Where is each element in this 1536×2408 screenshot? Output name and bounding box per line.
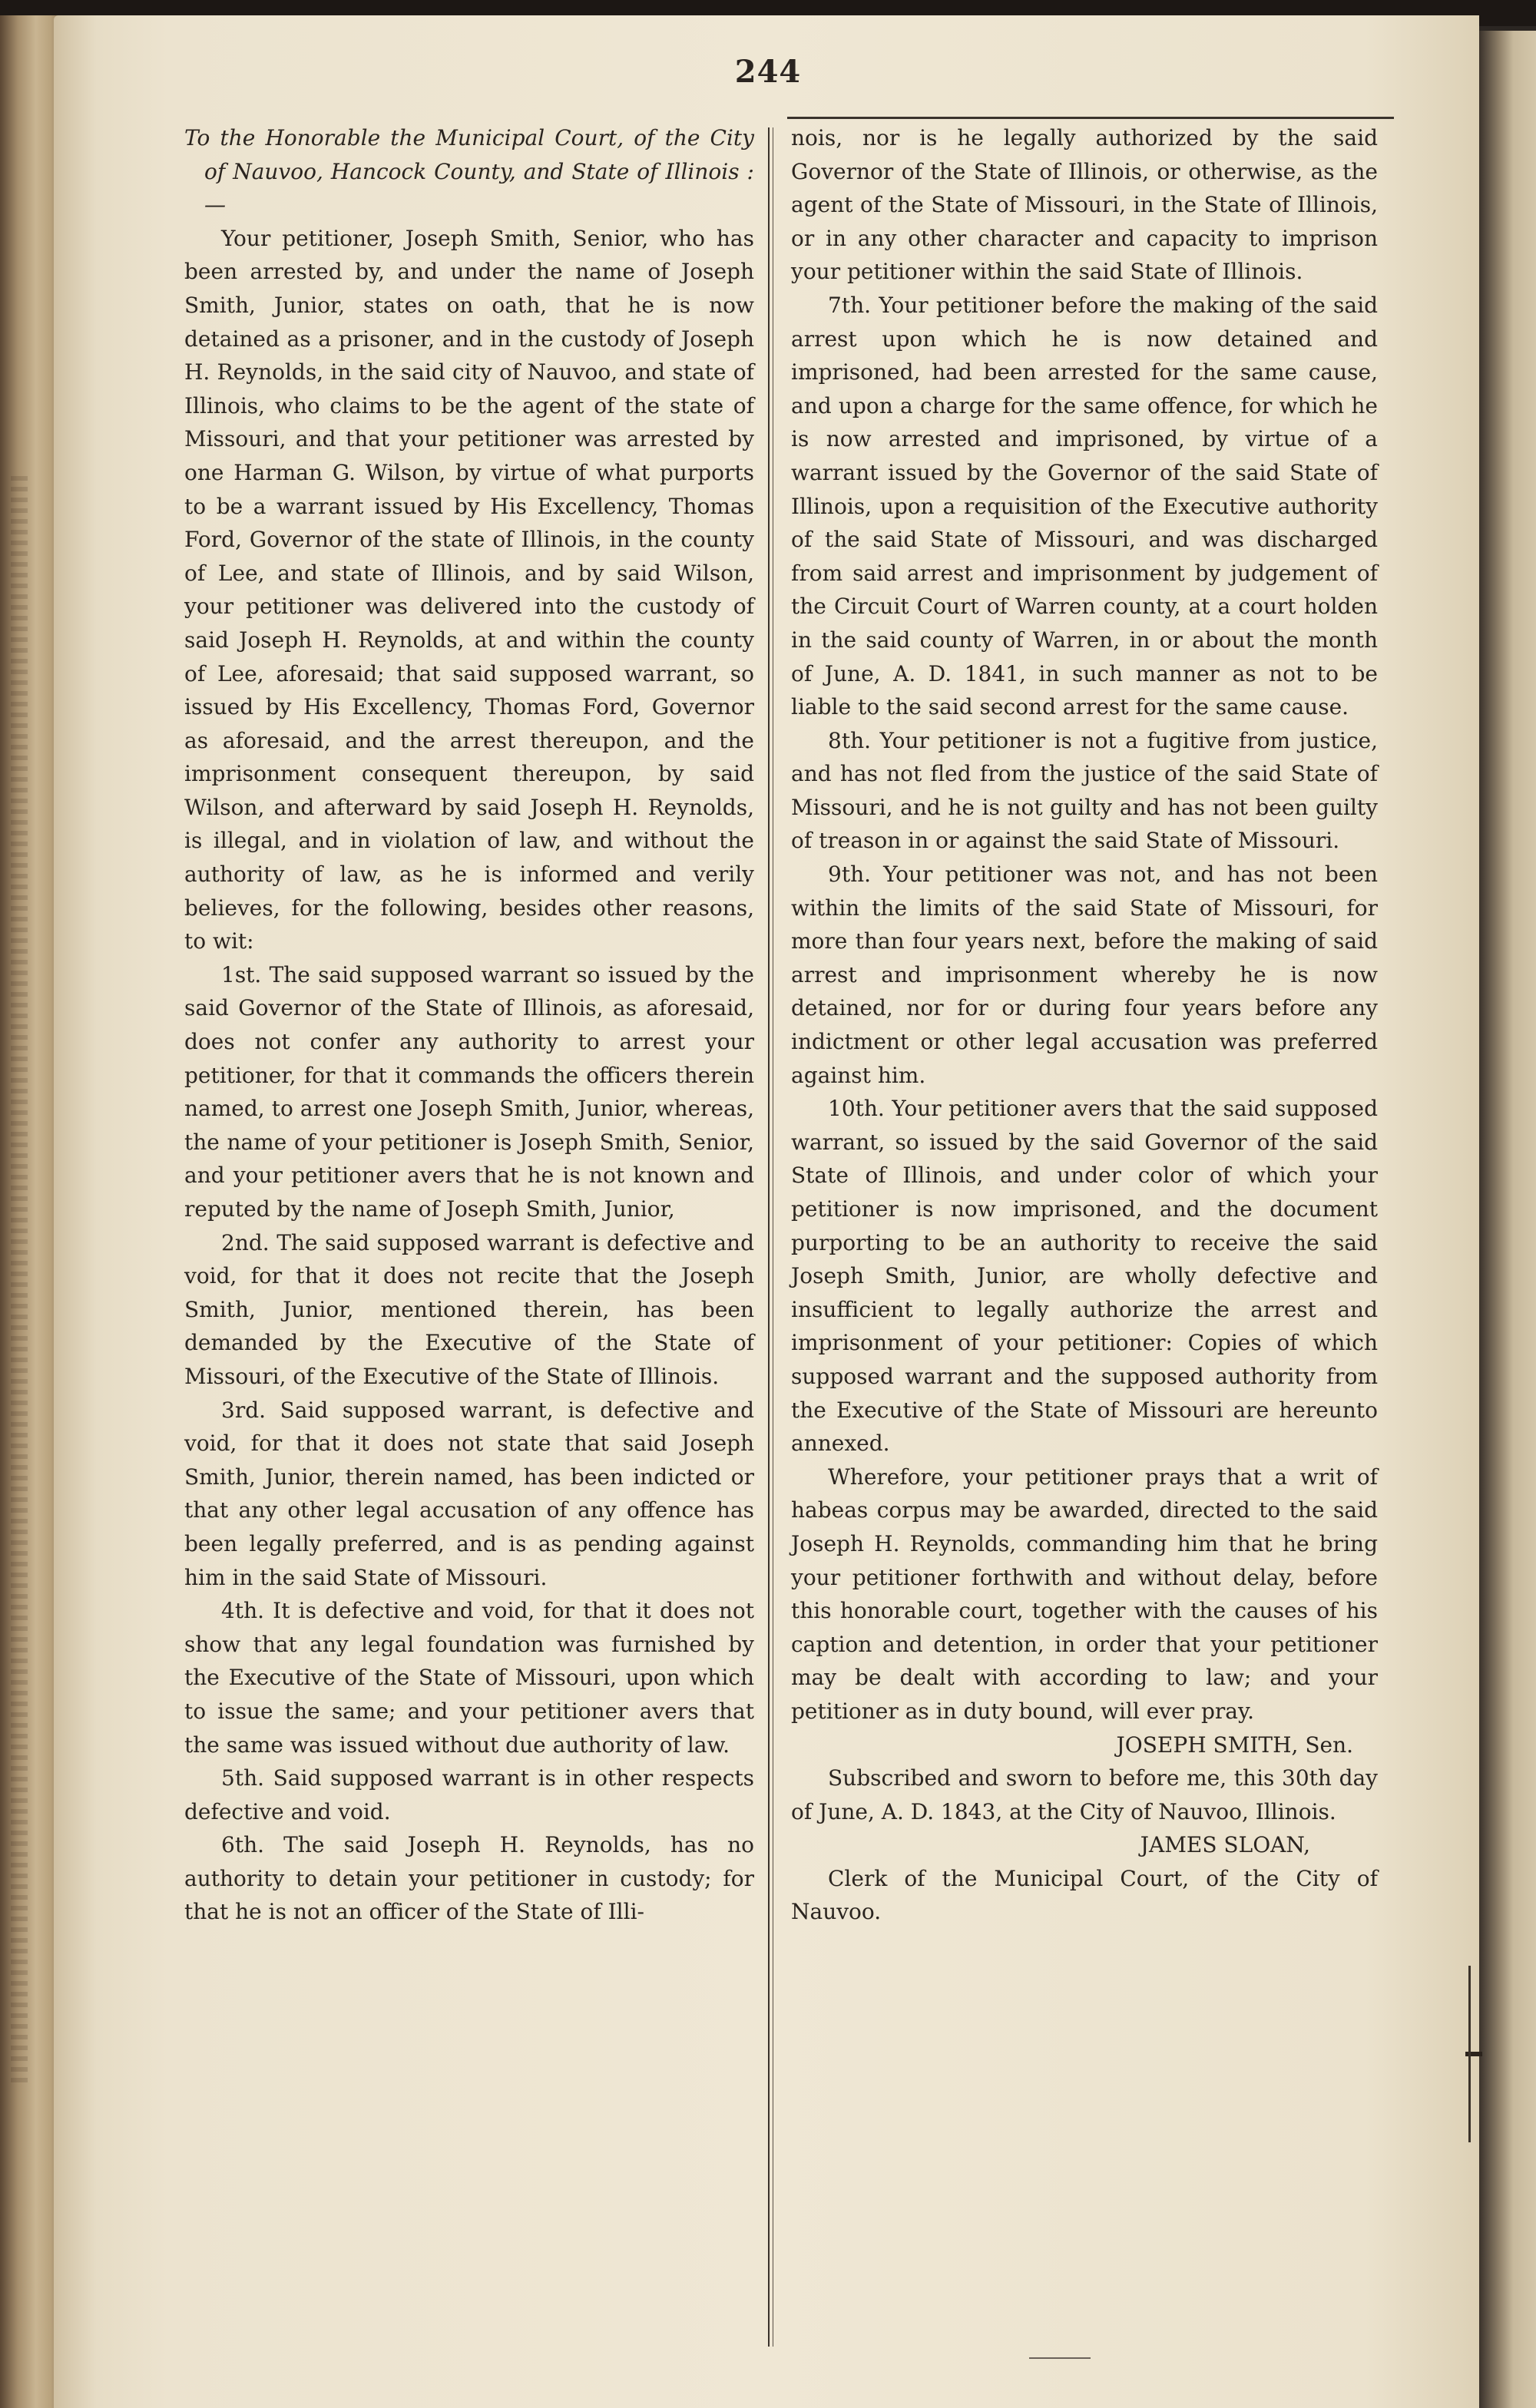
column-divider xyxy=(768,127,770,2347)
reason-1st: 1st. The said supposed warrant so issued by the said Governor of the State of Illinois, as aforesaid, does not confer any authority to arrest your petitioner, for that it commands the officers therein named, to arrest one Joseph Smith, Junior, whereas, the name of your petitioner is Joseph Smith, Senior, and your petitioner avers that he is not known and reputed by the name of Joseph Smith, Junior, xyxy=(184,961,754,1222)
petitioner-signature: JOSEPH SMITH, Sen. xyxy=(1116,1732,1353,1758)
header-rule xyxy=(787,117,1394,119)
petition-address: To the Honorable the Municipal Court, of the City of Nauvoo, Hancock County, and State of Illinois :— xyxy=(184,125,754,218)
reason-2nd: 2nd. The said supposed warrant is defective and void, for that it does not recite that the Joseph Smith, Junior, mentioned therein, has been demanded by the Executive of the State of Missouri, of the Executive of the State of Illinois. xyxy=(184,1229,754,1389)
clerk-title: Clerk of the Municipal Court, of the City of Nauvoo. xyxy=(791,1865,1378,1925)
reason-3rd: 3rd. Said supposed warrant, is defective and void, for that it does not state that said Joseph Smith, Junior, therein named, has been indicted or that any other legal accusation of any offence has been legally preferred, and is as pending against him in the said State of Missouri. xyxy=(184,1397,754,1590)
clerk-name: JAMES SLOAN, xyxy=(1140,1832,1310,1858)
reason-7th: 7th. Your petitioner before the making of the said arrest upon which he is now detained and imprisoned, had been arrested for the same cause, and upon a charge for the same offence, for which he is now arrested and imprisoned, by virtue of a warrant issued by the Governor of the said State of Illinois, upon a requisition of the Executive authority of the said State of Missouri, and was discharged from said arrest and imprisonment by judgement of the Circuit Court of Warren county, at a court holden in the said county of Warren, in or about the month of June, A. D. 1841, in such manner as not to be liable to the said second arrest for the same cause. xyxy=(791,292,1378,720)
continuation-text: nois, nor is he legally authorized by the said Governor of the State of Illinois, or otherwise, as the agent of the State of Missouri, in the State of Illinois, or in any other character and capacity to imprison your petitioner within the said State of Illinois. xyxy=(791,125,1378,285)
book-binding-gutter xyxy=(0,15,60,2408)
petition-paragraph: Your petitioner, Joseph Smith, Senior, who has been arrested by, and under the name of Joseph Smith, Junior, states on oath, that he is now detained as a prisoner, and in the custody of Joseph H. Reynolds, in the said city of Nauvoo, and state of Illinois, who claims to be the agent of the state of Missouri, and that your petitioner was arrested by one Harman G. Wilson, by virtue of what purports to be a warrant issued by His Excellency, Thomas Ford, Governor of the state of Illinois, in the county of Lee, and state of Illinois, and by said Wilson, your petitioner was delivered into the custody of said Joseph H. Reynolds, at and within the county of Lee, aforesaid; that said supposed warrant, so issued by His Excellency, Thomas Ford, Governor as aforesaid, and the arrest thereupon, and the imprisonment consequent thereupon, by said Wilson, and afterward by said Joseph H. Reynolds, is illegal, and in violation of law, and without the authority of law, as he is informed and verily believes, for the following, besides other reasons, to wit: xyxy=(184,225,754,954)
reason-10th: 10th. Your petitioner avers that the said supposed warrant, so issued by the said Governor of the said State of Illinois, and under color of which your petitioner is now imprisoned, and the document purporting to be an authority to receive the said Joseph Smith, Junior, are wholly defective and insufficient to legally authorize the arrest and imprisonment of your petitioner: Copies of which supposed warrant and the supposed authority from the Executive of the State of Missouri are hereunto annexed. xyxy=(791,1096,1378,1457)
reason-8th: 8th. Your petitioner is not a fugitive from justice, and has not fled from the justice of the said State of Missouri, and he is not guilty and has not been guilty of treason in or against the said State of Missouri. xyxy=(791,727,1378,854)
reason-5th: 5th. Said supposed warrant is in other respects defective and void. xyxy=(184,1765,754,1824)
right-column xyxy=(791,121,1378,1929)
closing-flourish xyxy=(1029,2357,1091,2359)
gutter-bleed-through xyxy=(11,476,28,2089)
reason-4th: 4th. It is defective and void, for that it does not show that any legal foundation was furnished by the Executive of the State of Missouri, upon which to issue the same; and your petitioner avers that the same was issued without due authority of law. xyxy=(184,1598,754,1758)
facing-page-edge xyxy=(1479,31,1536,2408)
jurat: Subscribed and sworn to before me, this 30th day of June, A. D. 1843, at the City of Nauvoo, Illinois. xyxy=(791,1765,1378,1824)
page-edge-line xyxy=(1468,1966,1471,2142)
reason-6th: 6th. The said Joseph H. Reynolds, has no authority to detain your petitioner in custody; for that he is not an officer of the State of Illi- xyxy=(184,1832,754,1925)
page-number: 244 xyxy=(734,54,802,90)
left-column xyxy=(184,121,754,1929)
reason-9th: 9th. Your petitioner was not, and has not been within the limits of the said State of Missouri, for more than four years next, before the making of said arrest and imprisonment whereby he is now detained, nor for or during four years before any indictment or other legal accusation was preferred against him. xyxy=(791,862,1378,1088)
prayer-paragraph: Wherefore, your petitioner prays that a writ of habeas corpus may be awarded, directed to the said Joseph H. Reynolds, commanding him that he bring your petitioner forthwith and without delay, before this honorable court, together with the causes of his caption and detention, in order that your petitioner may be dealt with according to law; and your petitioner as in duty bound, will ever pray. xyxy=(791,1464,1378,1724)
